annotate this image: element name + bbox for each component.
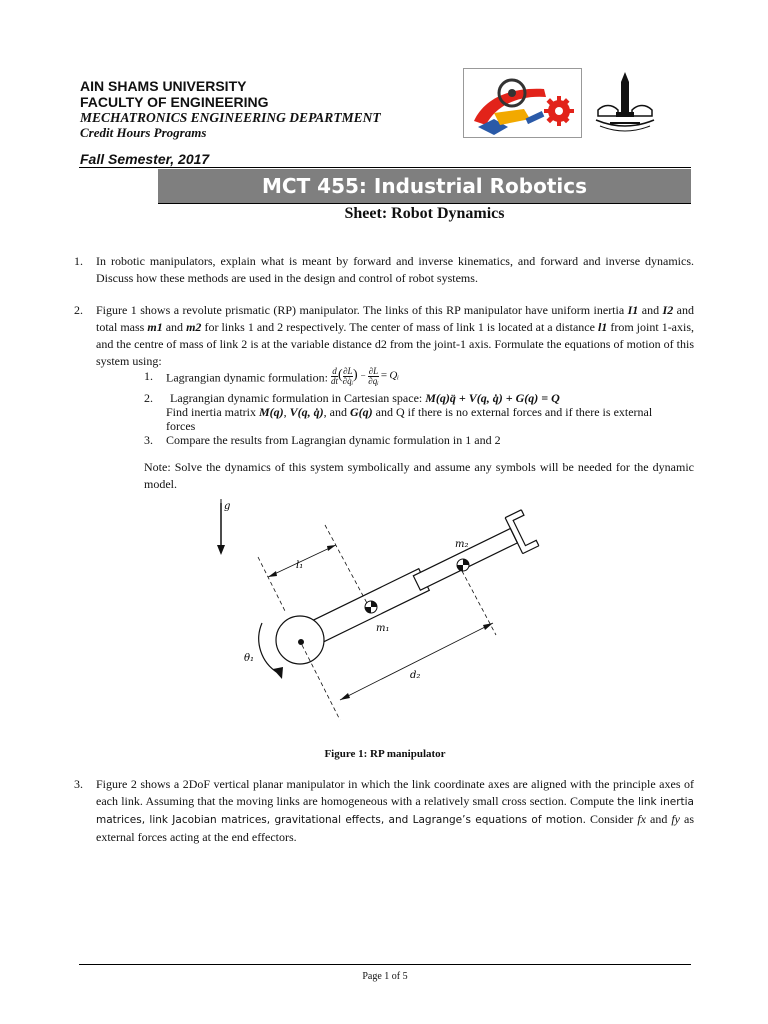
mechatronics-department-logo [463, 68, 582, 138]
page-number: Page 1 of 5 [362, 971, 408, 982]
symbol-I1: I1 [627, 303, 639, 317]
faculty-name: FACULTY OF ENGINEERING [80, 94, 269, 110]
header-rule [79, 167, 691, 168]
university-name: AIN SHAMS UNIVERSITY [80, 78, 247, 94]
figure1-caption: Figure 1: RP manipulator [324, 748, 446, 760]
q1-text: In robotic manipulators, explain what is meant by forward and inverse kinematics, and forward and inverse dynamics. Discuss how these methods are used in the design and control of robot systems. [96, 254, 694, 285]
q2-sub2-forces: forces [166, 419, 196, 433]
symbol-fy: fy [671, 812, 680, 826]
q1-number: 1. [74, 254, 83, 268]
lagrange-equation: $\frac{d}{dt}$ ( $\frac{\partial L}{\text{∂q̇ᵢ}}$ ) − $\frac{\partial L}{\text{∂qᵢ}}$ = Qᵢ [330, 366, 400, 386]
q2-sub1-number: 1. [144, 369, 153, 383]
q2-sub2-find: Find inertia matrix M(q), V(q, q̇), and G(q) and Q if there is no external forces and if there is external [166, 405, 653, 419]
theta1-arc [259, 623, 278, 673]
ain-shams-university-seal [590, 70, 660, 136]
title-bar-rule [158, 203, 691, 204]
com-marker-m2 [457, 559, 469, 571]
cartesian-equation: M(q)q̈ + V(q, q̇) + G(q) = Q [425, 391, 560, 405]
program-name: Credit Hours Programs [80, 125, 207, 140]
com-marker-m1 [365, 601, 377, 613]
q2-sub2: Lagrangian dynamic formulation in Cartesian space: M(q)q̈ + V(q, q̇) + G(q) = Q [170, 391, 560, 405]
label-g: g [224, 501, 231, 512]
q2-sub1 [166, 366, 466, 388]
q2-sub1-text: Lagrangian dynamic formulation: [166, 370, 328, 385]
label-l1: l₁ [296, 560, 304, 571]
label-m1: m₁ [376, 623, 390, 634]
q2-sub3: Compare the results from Lagrangian dynamic formulation in 1 and 2 [166, 433, 501, 447]
symbol-l1: l1 [597, 320, 608, 334]
symbol-m2: m2 [186, 320, 202, 334]
label-theta1: θ₁ [244, 653, 255, 664]
symbol-m1: m1 [147, 320, 163, 334]
q2-sub2-number: 2. [144, 391, 153, 405]
q2-intro: Figure 1 shows a revolute prismatic (RP) manipulator. The links of this RP manipulator have uniform inertia I1 and I2 and total mass m1 and m2 for links 1 and 2 respectively. The center of mass of link 1 is located at a distance l1 from joint 1-axis, and the centre of mass of link 2 is at the variable distance d2 from the joint-1 axis. Formulate the equations of motion of this system using: [96, 303, 695, 368]
course-title-bar: MCT 455: Industrial Robotics [158, 169, 691, 203]
q2-sub3-number: 3. [144, 433, 153, 447]
department-name: MECHATRONICS ENGINEERING DEPARTMENT [80, 110, 381, 125]
symbol-I2: I2 [662, 303, 674, 317]
sheet-title: Sheet: Robot Dynamics [344, 205, 505, 222]
label-m2: m₂ [455, 539, 469, 550]
q3-number: 3. [74, 777, 83, 791]
label-d2: d₂ [410, 670, 421, 681]
q2-note: Note: Solve the dynamics of this system symbolically and assume any symbols will be needed for the dynamic model. [144, 460, 694, 491]
figure-rp-manipulator [200, 495, 570, 735]
semester-label: Fall Semester, 2017 [80, 151, 210, 167]
footer-rule [79, 964, 691, 965]
symbol-fx: fx [637, 812, 646, 826]
q3-text: Figure 2 shows a 2DoF vertical planar manipulator in which the link coordinate axes are aligned with the principle axes of each link. Assuming that the moving links are homogeneous with a relatively small cross section. Compute the link inertia matrices, link Jacobian matrices, gravitational effects, and Lagrange’s equations of motion. Consider fx and fy as external forces acting at the end effectors. [96, 777, 694, 844]
q2-number: 2. [74, 303, 83, 317]
